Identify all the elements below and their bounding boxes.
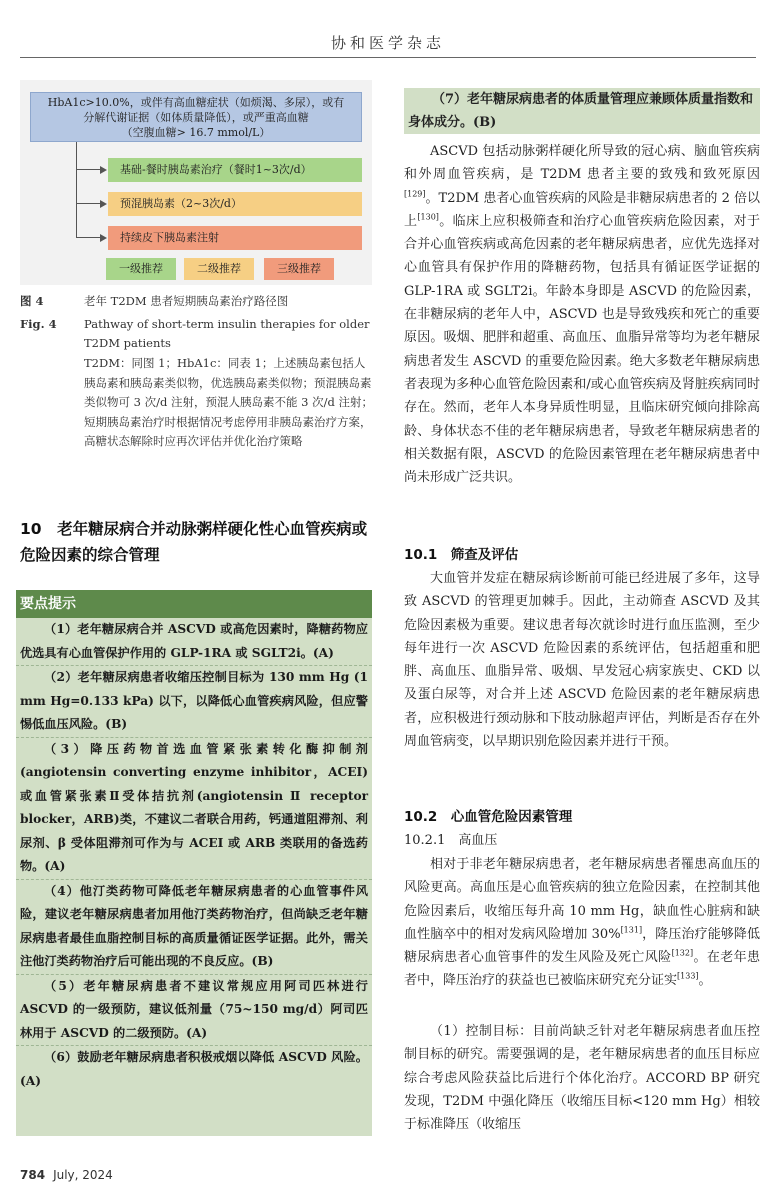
para1-part-c: 。临床上应积极筛查和治疗心血管疾病危险因素，对于合并心血管疾病或高危因素的老年糖尿病患者，应优先选择对心血管具有保护作用的降糖药物，包括具有循证医学证据的 GLP-1RA 或 SGLT2i。年龄本身即是 ASCVD 的危险因素，在非糖尿病的老年人中，ASCVD 也是导致残疾和死亡的重要原因。吸烟、肥胖和超重、高血压、血脂异常等均为老年糖尿病患者发生 ASCVD 的重要危险因素。绝大多数老年糖尿病患者表现为多种心血管危险因素和/或心血管疾病及肾脏疾病同时存在。然而，老年人本身异质性明显，且临床研究倾向排除高龄、身体状态不佳的老年糖尿病患者，导致老年糖尿病患者的相关数据有限，ASCVD 的危险因素管理在老年糖尿病患者中尚未形成广泛共识。 bbox=[404, 213, 760, 486]
header-rule bbox=[20, 57, 756, 58]
paragraph-bp-target: （1）控制目标：目前尚缺乏针对老年糖尿病患者血压控制目标的研究。需要强调的是，老年糖尿病患者的血压目标应综合考虑风险获益比后进行个体化治疗。ACCORD BP 研究发现，T2DM 中强化降压（收缩压目标<120 mm Hg）相较于标准降压（收缩压 bbox=[404, 1024, 760, 1133]
paragraph-ascvd-intro bbox=[404, 140, 760, 489]
flow-connector-1 bbox=[76, 169, 100, 170]
criteria-line-3: （空腹血糖> 16.7 mmol/L） bbox=[121, 126, 271, 139]
heading-10-1: 10.1 筛查及评估 bbox=[404, 547, 519, 563]
key-points-heading: 要点提示 bbox=[16, 590, 372, 618]
citation-133[interactable]: [133] bbox=[677, 972, 699, 982]
heading-10-2: 10.2 心血管危险因素管理 bbox=[404, 809, 573, 825]
key-point-3: （3）降压药物首选血管紧张素转化酶抑制剂(angiotensin converting enzyme inhibitor，ACEI)或血管紧张素Ⅱ受体拮抗剂(angiotensin Ⅱ receptor blocker，ARB)类，不建议二者联合用药，钙通道阻滞剂、利尿剂、β 受体阻滞剂可作为与 ACEI 或 ARB 类联用的备选药物。(A) bbox=[16, 737, 372, 879]
key-points-box bbox=[16, 590, 372, 1136]
page-header bbox=[0, 0, 776, 60]
citation-130[interactable]: [130] bbox=[417, 212, 439, 222]
page-number: 784 bbox=[20, 1168, 46, 1182]
issue-date: July, 2024 bbox=[53, 1168, 113, 1182]
option-premixed: 预混胰岛素（2~3次/d） bbox=[108, 192, 362, 216]
key-point-1: （1）老年糖尿病合并 ASCVD 或高危因素时，降糖药物应优选具有心血管保护作用的 GLP-1RA 或 SGLT2i。(A) bbox=[20, 622, 368, 660]
legend-level-2: 二级推荐 bbox=[184, 258, 254, 280]
figure-label-en: Fig. 4 bbox=[20, 317, 57, 331]
figure-note: T2DM：同图 1；HbA1c：同表 1；上述胰岛素包括人胰岛素和胰岛素类似物，优选胰岛素类似物；预混胰岛素类似物可 3 次/d 注射，预混人胰岛素不能 3 次/d 注射；短期胰岛素治疗时根据情况考虑停用非胰岛素治疗方案，高糖状态解除时应再次评估并优化治疗策略 bbox=[84, 356, 374, 448]
para3-part-a: 相对于非老年糖尿病患者，老年糖尿病患者罹患高血压的风险更高。高血压是心血管疾病的独立危险因素，在控制其他危险因素后，收缩压每升高 10 mm Hg，缺血性心脏病和缺血性脑卒中的相对发病风险增加 30% bbox=[404, 857, 760, 942]
para1-part-b: 。T2DM 患者心血管疾病的风险是非糖尿病患者的 2 倍以上 bbox=[404, 190, 760, 229]
figure-caption-en bbox=[20, 315, 372, 353]
flow-connector-vertical bbox=[76, 142, 77, 238]
flow-arrow-2 bbox=[100, 200, 107, 208]
flow-arrow-1 bbox=[100, 166, 107, 174]
flow-connector-2 bbox=[76, 203, 100, 204]
figure-caption-en-text: Pathway of short-term insulin therapies for older T2DM patients bbox=[84, 317, 370, 350]
key-point-7: （7）老年糖尿病患者的体质量管理应兼顾体质量指数和身体成分。(B) bbox=[404, 88, 760, 134]
heading-10-2-1: 10.2.1 高血压 bbox=[404, 833, 498, 848]
para3-part-d: 。 bbox=[698, 973, 712, 989]
section-title: 10 老年糖尿病合并动脉粥样硬化性心血管疾病或危险因素的综合管理 bbox=[20, 520, 368, 564]
criteria-line-1: HbA1c>10.0%，或伴有高血糖症状（如烦渴、多尿），或有 bbox=[47, 96, 345, 109]
legend-level-3: 三级推荐 bbox=[264, 258, 334, 280]
option-csii: 持续皮下胰岛素注射 bbox=[108, 226, 362, 250]
para3-part-c: 。在老年患者中，降压治疗的获益也已被临床研究充分证实 bbox=[404, 950, 760, 989]
flow-connector-3 bbox=[76, 237, 100, 238]
paragraph-hypertension bbox=[404, 853, 760, 993]
journal-title: 协和医学杂志 bbox=[330, 34, 445, 52]
para3-part-b: ，降压治疗能够降低糖尿病患者心血管事件的发生风险及死亡风险 bbox=[404, 926, 760, 966]
key-point-4: （4）他汀类药物可降低老年糖尿病患者的心血管事件风险，建议老年糖尿病患者加用他汀类药物治疗，但尚缺乏老年糖尿病患者最佳血脂控制目标的高质量循证医学证据。此外，需关注他汀类药物治疗后可能出现的不良反应。(B) bbox=[16, 879, 372, 974]
para1-part-a: ASCVD 包括动脉粥样硬化所导致的冠心病、脑血管疾病和外周血管疾病，是 T2DM 患者主要的致残和致死原因 bbox=[404, 144, 760, 183]
key-point-6: （6）鼓励老年糖尿病患者积极戒烟以降低 ASCVD 风险。(A) bbox=[16, 1045, 372, 1093]
figure-caption-cn-text: 老年 T2DM 患者短期胰岛素治疗路径图 bbox=[84, 294, 289, 308]
citation-132[interactable]: [132] bbox=[671, 948, 694, 958]
flow-arrow-3 bbox=[100, 234, 107, 242]
figure-label-cn: 图 4 bbox=[20, 294, 44, 308]
criteria-line-2: 分解代谢证据（如体质量降低），或严重高血糖 bbox=[83, 111, 309, 124]
insulin-pathway-flowchart bbox=[20, 80, 372, 285]
figure-caption-cn bbox=[20, 292, 372, 311]
paragraph-screening: 大血管并发症在糖尿病诊断前可能已经进展了多年，这导致 ASCVD 的管理更加棘手。因此，主动筛查 ASCVD 及其危险因素极为重要。建议患者每次就诊时进行血压监测，至少每年进行一次 ASCVD 危险因素的系统评估，包括超重和肥胖、高血压、血脂异常、吸烟、早发冠心病家族史、CKD 以及蛋白尿等，对合并上述 ASCVD 危险因素的老年糖尿病患者，应积极进行颈动脉和下肢动脉超声评估，判断是否存在外周血管病变，以早期识别危险因素并进行干预。 bbox=[404, 571, 760, 750]
page-footer bbox=[20, 1168, 113, 1182]
legend-level-1: 一级推荐 bbox=[106, 258, 176, 280]
option-basal-bolus: 基础-餐时胰岛素治疗（餐时1~3次/d） bbox=[108, 158, 362, 182]
citation-131[interactable]: [131] bbox=[620, 925, 643, 935]
flowchart-criteria-box bbox=[30, 92, 362, 142]
citation-129[interactable]: [129] bbox=[404, 189, 426, 199]
key-point-2: （2）老年糖尿病患者收缩压控制目标为 130 mm Hg (1 mm Hg=0.133 kPa) 以下，以降低心血管疾病风险，但应警惕低血压风险。(B) bbox=[16, 665, 372, 737]
key-point-5: （5）老年糖尿病患者不建议常规应用阿司匹林进行 ASCVD 的一级预防，建议低剂量（75~150 mg/d）阿司匹林用于 ASCVD 的二级预防。(A) bbox=[16, 974, 372, 1046]
